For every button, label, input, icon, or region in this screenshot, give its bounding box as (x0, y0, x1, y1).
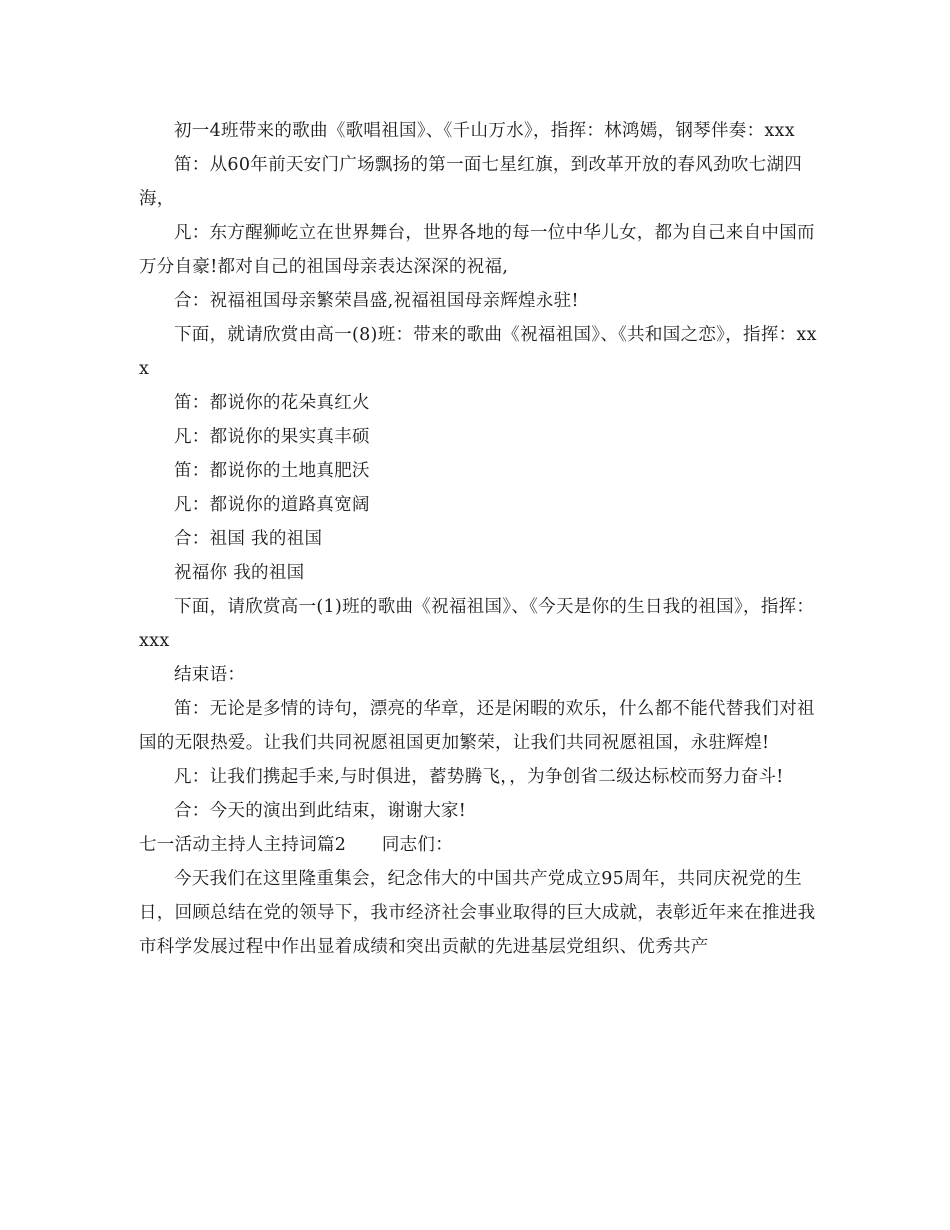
paragraph: 笛：从60年前天安门广场飘扬的第一面七星红旗，到改革开放的春风劲吹七湖四海， (139, 155, 803, 209)
paragraph: 笛：都说你的土地真肥沃 (174, 461, 370, 481)
paragraph: 凡：让我们携起手来,与时俱进，蓄势腾飞，，为争创省二级达标校而努力奋斗! (174, 767, 784, 787)
document-body (139, 114, 819, 964)
paragraph: 祝福你 我的祖国 (174, 563, 305, 583)
section-heading: 结束语： (174, 665, 246, 685)
section-title: 七一活动主持人主持词篇2 同志们： (139, 835, 454, 855)
paragraph: 下面，就请欣赏由高一(8)班：带来的歌曲《祝福祖国》、《共和国之恋》，指挥：xxx (139, 325, 817, 379)
paragraph: 合：祖国 我的祖国 (174, 529, 323, 549)
paragraph: 凡：都说你的道路真宽阔 (174, 495, 370, 515)
paragraph: 凡：东方醒狮屹立在世界舞台，世界各地的每一位中华儿女，都为自己来自中国而万分自豪!都对自己的祖国母亲表达深深的祝福, (139, 223, 815, 277)
paragraph: 笛：都说你的花朵真红火 (174, 393, 370, 413)
paragraph: 今天我们在这里隆重集会，纪念伟大的中国共产党成立95周年，共同庆祝党的生日，回顾总结在党的领导下，我市经济社会事业取得的巨大成就，表彰近年来在推进我市科学发展过程中作出显着成绩和突出贡献的先进基层党组织、优秀共产 (139, 869, 816, 957)
paragraph: 合：祝福祖国母亲繁荣昌盛,祝福祖国母亲辉煌永驻! (174, 291, 579, 311)
paragraph: 下面，请欣赏高一(1)班的歌曲《祝福祖国》、《今天是你的生日我的祖国》，指挥：xxx (139, 597, 815, 651)
paragraph: 凡：都说你的果实真丰硕 (174, 427, 370, 447)
paragraph: 合：今天的演出到此结束，谢谢大家! (174, 801, 467, 821)
paragraph: 笛：无论是多情的诗句，漂亮的华章，还是闲暇的欢乐，什么都不能代替我们对祖国的无限热爱。让我们共同祝愿祖国更加繁荣，让我们共同祝愿祖国，永驻辉煌! (139, 699, 815, 753)
paragraph: 初一4班带来的歌曲《歌唱祖国》、《千山万水》，指挥：林鸿嫣，钢琴伴奏：xxx (174, 121, 795, 141)
